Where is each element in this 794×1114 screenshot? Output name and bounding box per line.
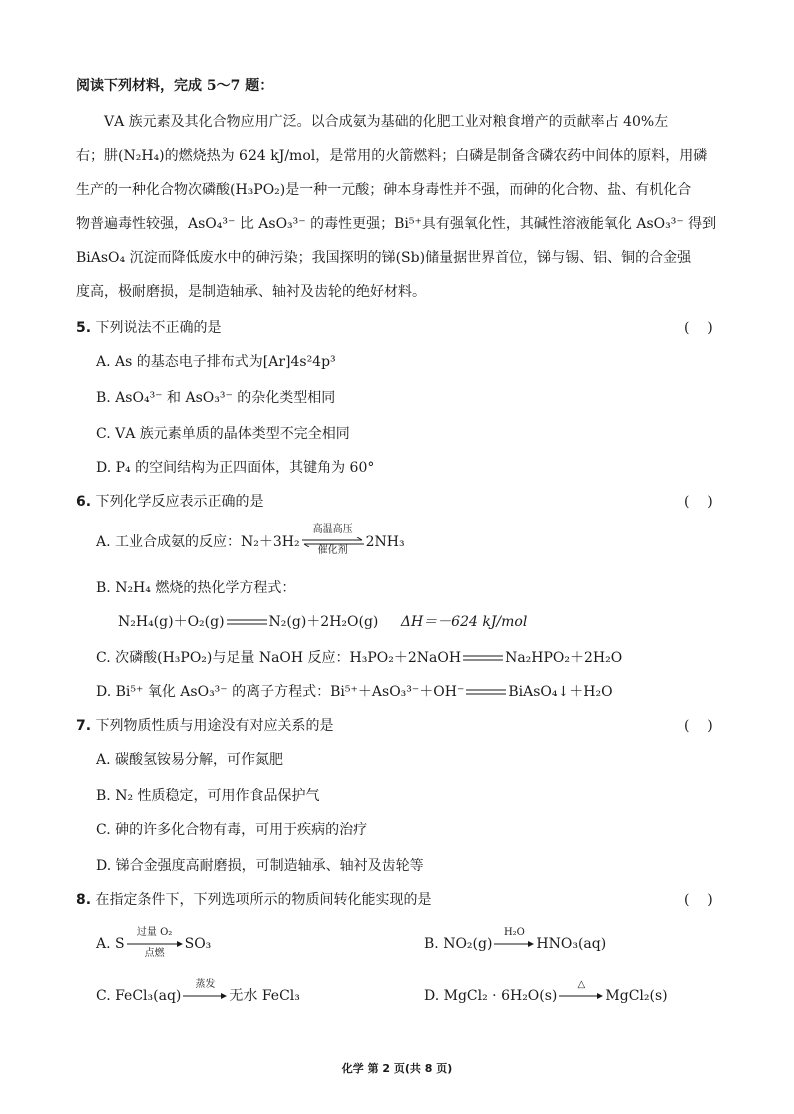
- q5-option-a: A. As 的基态电子排布式为[Ar]4s²4p³: [96, 354, 336, 370]
- reactant: A. S: [96, 936, 125, 952]
- reaction-arrow: [127, 927, 183, 959]
- product: MgCl₂(s): [605, 988, 668, 1004]
- question-6: [76, 492, 264, 512]
- question-number: 7.: [76, 718, 92, 734]
- reactant: B. NO₂(g): [424, 936, 493, 952]
- question-5: [76, 318, 222, 338]
- arrow-condition-top: △: [577, 979, 586, 990]
- q7-option-c: C. 砷的许多化合物有毒，可用于疾病的治疗: [96, 822, 368, 838]
- q8-option-d: [424, 979, 668, 1006]
- reactant: D. MgCl₂ · 6H₂O(s): [424, 988, 558, 1004]
- question-stem: 下列说法不正确的是: [95, 320, 222, 336]
- equals-sign: [466, 688, 506, 696]
- product: 无水 FeCl₃: [229, 988, 300, 1004]
- question-8: [76, 890, 432, 910]
- question-number: 6.: [76, 494, 92, 510]
- question-number: 8.: [76, 892, 92, 908]
- equation-right: N₂(g)＋2H₂O(g): [268, 614, 379, 630]
- reading-heading: 阅读下列材料，完成 5～7 题：: [76, 78, 274, 94]
- intro-line-2: 右；肼(N₂H₄)的燃烧热为 624 kJ/mol，是常用的火箭燃料；白磷是制备含磷农药中间体的原料，用磷: [76, 148, 708, 164]
- q6-option-b: B. N₂H₄ 燃烧的热化学方程式：: [96, 580, 296, 596]
- page-footer: 化学 第 2 页(共 8 页): [341, 1062, 453, 1075]
- question-stem: 在指定条件下，下列选项所示的物质间转化能实现的是: [95, 892, 432, 908]
- q6-a-reactants: A. 工业合成氨的反应：N₂＋3H₂: [96, 534, 300, 550]
- q8-option-a: [96, 927, 212, 959]
- q8-option-c: [96, 979, 300, 1006]
- equals-sign: [227, 618, 267, 626]
- arrow-condition-bottom: 点燃: [144, 948, 165, 959]
- intro-line-5: BiAsO₄ 沉淀而降低废水中的砷污染；我国探明的锑(Sb)储量据世界首位，锑与锡、铝、铜的合金强: [76, 250, 692, 266]
- arrow-condition-top: 高温高压: [312, 524, 353, 535]
- arrow-condition-top: 过量 O₂: [136, 927, 173, 938]
- intro-line-6: 度高，极耐磨损，是制造轴承、轴衬及齿轮的绝好材料。: [76, 284, 426, 300]
- equation-left: N₂H₄(g)＋O₂(g): [118, 614, 225, 630]
- equation-right: BiAsO₄↓＋H₂O: [508, 684, 613, 700]
- reversible-arrow: [302, 524, 364, 556]
- q5-option-b: B. AsO₄³⁻ 和 AsO₃³⁻ 的杂化类型相同: [96, 390, 336, 406]
- q6-option-d: [96, 682, 613, 702]
- reaction-arrow: [183, 979, 227, 1000]
- equation-left: C. 次磷酸(H₃PO₂)与足量 NaOH 反应：H₃PO₂＋2NaOH: [96, 650, 462, 666]
- equation-right: Na₂HPO₂＋2H₂O: [505, 650, 623, 666]
- answer-bracket-5[interactable]: ( ): [684, 320, 713, 336]
- q6-option-c: [96, 648, 622, 668]
- q8-option-b: [424, 927, 607, 954]
- answer-bracket-6[interactable]: ( ): [684, 494, 713, 510]
- answer-bracket-7[interactable]: ( ): [684, 718, 713, 734]
- question-stem: 下列物质性质与用途没有对应关系的是: [95, 718, 334, 734]
- q6-b-equation: [118, 612, 527, 632]
- q7-option-b: B. N₂ 性质稳定，可用作食品保护气: [96, 788, 320, 804]
- intro-line-4: 物普遍毒性较强，AsO₄³⁻ 比 AsO₃³⁻ 的毒性更强；Bi⁵⁺具有强氧化性，其碱性溶液能氧化 AsO₃³⁻ 得到: [76, 216, 717, 232]
- arrow-condition-top: 蒸发: [195, 979, 216, 990]
- q6-a-product: 2NH₃: [365, 534, 405, 550]
- product: SO₃: [184, 936, 212, 952]
- q7-option-a: A. 碳酸氢铵易分解，可作氮肥: [96, 752, 284, 768]
- q7-option-d: D. 锑合金强度高耐磨损，可制造轴承、轴衬及齿轮等: [96, 858, 424, 874]
- reaction-arrow: [494, 927, 534, 948]
- intro-line-3: 生产的一种化合物次磷酸(H₃PO₂)是一种一元酸；砷本身毒性并不强，而砷的化合物、盐、有机化合: [76, 182, 692, 198]
- arrow-condition-top: H₂O: [503, 927, 525, 938]
- q5-option-d: D. P₄ 的空间结构为正四面体，其键角为 60°: [96, 460, 375, 476]
- reaction-arrow: [559, 979, 603, 1000]
- q6-option-a: [96, 524, 405, 556]
- intro-line-1: ⅤA 族元素及其化合物应用广泛。以合成氨为基础的化肥工业对粮食增产的贡献率占 40%左: [104, 114, 669, 130]
- enthalpy-change: ΔH＝－624 kJ/mol: [400, 614, 528, 630]
- answer-bracket-8[interactable]: ( ): [684, 892, 713, 908]
- question-stem: 下列化学反应表示正确的是: [95, 494, 264, 510]
- product: HNO₃(aq): [536, 936, 607, 952]
- reactant: C. FeCl₃(aq): [96, 988, 182, 1004]
- question-number: 5.: [76, 320, 92, 336]
- equation-left: D. Bi⁵⁺ 氧化 AsO₃³⁻ 的离子方程式：Bi⁵⁺＋AsO₃³⁻＋OH⁻: [96, 684, 465, 700]
- question-7: [76, 716, 334, 736]
- arrow-condition-bottom: 催化剂: [317, 545, 348, 556]
- q5-option-c: C. ⅤA 族元素单质的晶体类型不完全相同: [96, 426, 350, 442]
- equals-sign: [463, 654, 503, 662]
